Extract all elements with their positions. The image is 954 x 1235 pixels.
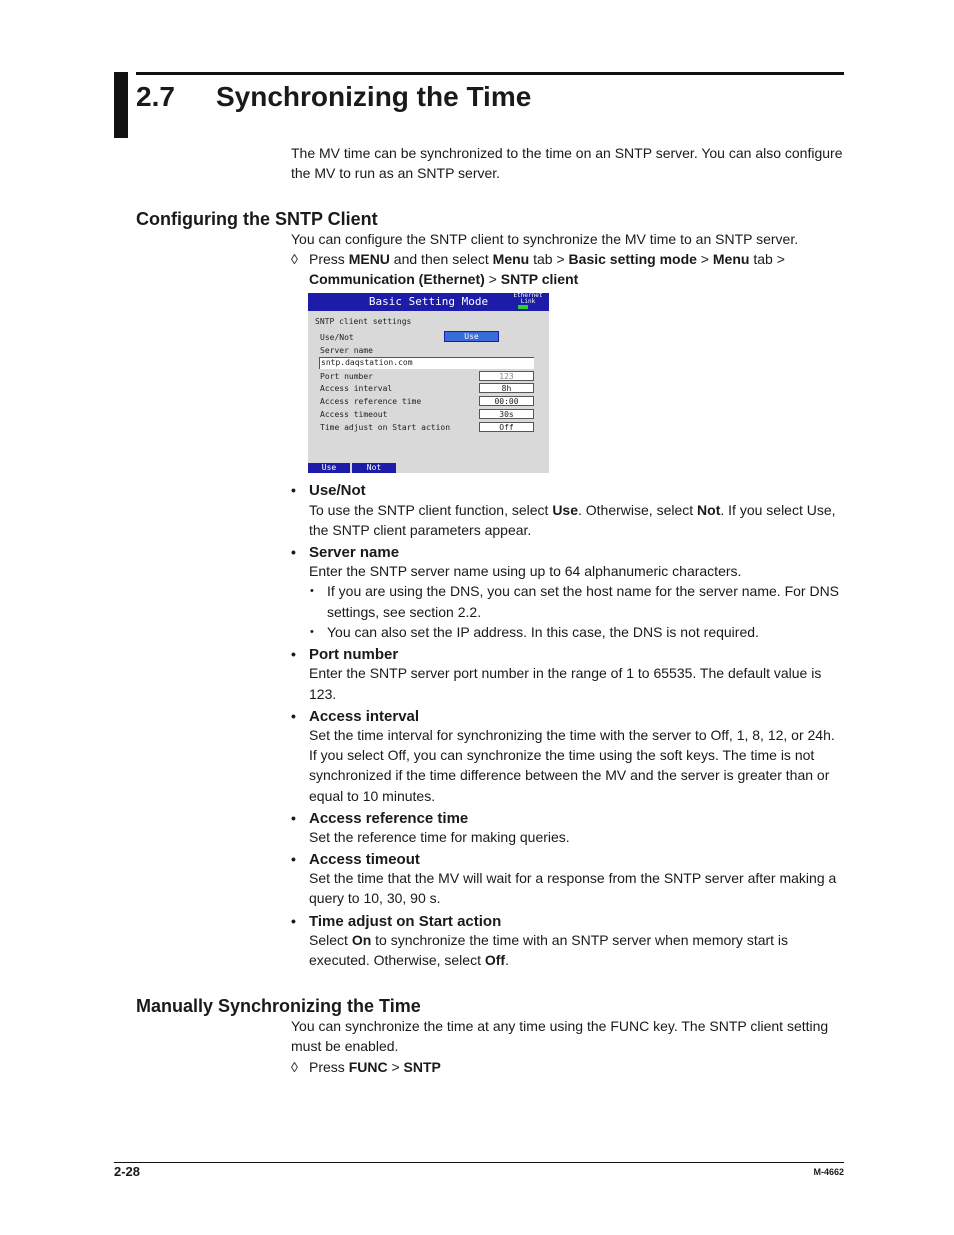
access-timeout-label: Access timeout [320,410,388,419]
off-term: Off [484,952,506,968]
item-server-name-sub-2: You can also set the IP address. In this case, the DNS is not required. [327,624,759,640]
text: . [505,952,509,968]
access-reference-time-label: Access reference time [320,397,422,406]
use-not-value: Use [464,332,479,341]
item-use-not-line-1 [309,500,836,520]
screen-title: Basic Setting Mode [368,295,489,308]
step-text: > [696,251,713,267]
not-term: Not [697,502,721,518]
time-adjust-field[interactable]: Off [479,422,534,432]
footer-rule [114,1162,844,1163]
sntp-key: SNTP [403,1059,441,1075]
screen-group-title: SNTP client settings [315,317,412,326]
bullet: • [291,646,296,662]
item-use-not-line-2: the SNTP client parameters appear. [309,522,532,538]
sntp-client-desc: You can configure the SNTP client to synchronize the MV time to an SNTP server. [291,231,799,247]
item-port-number-line-1: Enter the SNTP server port number in the range of 1 to 65535. The default value is [309,665,822,681]
text: > [387,1059,404,1075]
item-time-adjust-title: Time adjust on Start action [309,913,502,930]
step-text: tab > [529,251,569,267]
item-access-reference-time-line-1: Set the reference time for making queries. [309,829,570,845]
item-access-interval-title: Access interval [309,708,420,725]
softkey-not-button[interactable]: Not [352,463,396,473]
step-text: and then select [389,251,493,267]
manual-sync-line-1: You can synchronize the time at any time using the FUNC key. The SNTP client setting [291,1018,829,1034]
bullet: • [291,708,296,724]
step-text: tab > [749,251,785,267]
step-sntp-client: SNTP client [500,271,579,287]
access-interval-label: Access interval [320,384,393,393]
step-tab-menu-2: Menu [712,251,750,267]
on-term: On [351,932,372,948]
text: . Otherwise, select [578,502,698,518]
port-number-field[interactable]: 123 [479,371,534,381]
bullet: • [291,544,296,560]
section-number: 2.7 [136,81,175,112]
bullet: • [291,810,296,826]
access-interval-field[interactable]: 8h [479,383,534,393]
intro-line-1: The MV time can be synchronized to the time on an SNTP server. You can also configure [291,145,843,161]
intro-line-2: the MV to run as an SNTP server. [291,165,501,181]
bullet: • [291,851,296,867]
server-name-value: sntp.daqstation.com [321,358,413,367]
item-use-not-title: Use/Not [309,482,366,499]
step-instruction-line-2 [309,269,578,289]
use-not-label: Use/Not [320,333,354,342]
item-server-name-sub-1b: settings, see section 2.2. [327,604,482,620]
step-text: > [484,271,501,287]
item-access-interval-line-4: equal to 10 minutes. [309,788,436,804]
step-tab-menu: Menu [492,251,530,267]
item-time-adjust-line-2 [309,950,509,970]
item-port-number-title: Port number [309,646,399,663]
item-access-interval-line-1: Set the time interval for synchronizing the time with the server to Off, 1, 8, 12, or 24h. [309,727,835,743]
use-not-selector[interactable] [444,331,499,342]
step-marker: ◊ [291,1059,298,1075]
text: to synchronize the time with an SNTP server when memory start is [371,932,789,948]
step-marker: ◊ [291,251,298,267]
sntp-client-heading: Configuring the SNTP Client [136,209,378,229]
step-basic-setting-mode: Basic setting mode [568,251,697,267]
sub-bullet: • [310,626,314,638]
step-key-menu: MENU [348,251,390,267]
step-communication-ethernet: Communication (Ethernet) [309,271,485,287]
item-access-timeout-line-2: query to 10, 30, 90 s. [309,890,441,906]
text: executed. Otherwise, select [309,952,485,968]
func-key: FUNC [348,1059,388,1075]
server-name-field[interactable] [319,357,534,369]
item-server-name-title: Server name [309,544,400,561]
item-access-interval-line-3: synchronized if the time difference between the MV and the server is greater than or [309,767,830,783]
step-text: Press [309,251,349,267]
manual-sync-line-2: must be enabled. [291,1038,399,1054]
step-instruction-line-1 [309,249,785,269]
ethernet-link-label: Ethernet Link [513,292,543,305]
item-server-name-sub-1a: If you are using the DNS, you can set the host name for the server name. For DNS [327,583,840,599]
manual-sync-heading: Manually Synchronizing the Time [136,996,421,1016]
bullet: • [291,913,296,929]
manual-sync-step [309,1057,441,1077]
ethernet-link-led-icon [518,305,528,309]
document-code: M-4662 [813,1167,844,1177]
text: To use the SNTP client function, select [309,502,553,518]
sub-bullet: • [310,585,314,597]
item-server-name-line-1: Enter the SNTP server name using up to 64 alphanumeric characters. [309,563,742,579]
port-number-label: Port number [320,372,373,381]
access-reference-time-field[interactable]: 00:00 [479,396,534,406]
use-term: Use [552,502,578,518]
bullet: • [291,482,296,498]
item-port-number-line-2: 123. [309,686,337,702]
text: . If you select Use, [720,502,836,518]
page-number: 2-28 [114,1164,141,1179]
item-access-timeout-line-1: Set the time that the MV will wait for a response from the SNTP server after making a [309,870,837,886]
item-access-interval-line-2: If you select Off, you can synchronize the time using the soft keys. The time is not [309,747,815,763]
access-timeout-field[interactable]: 30s [479,409,534,419]
softkey-use-button[interactable]: Use [308,463,350,473]
time-adjust-label: Time adjust on Start action [320,423,451,432]
text: Select [309,932,352,948]
heading-rule [136,72,844,75]
item-access-timeout-title: Access timeout [309,851,420,868]
text: Press [309,1059,349,1075]
section-marker-bar [114,72,128,138]
server-name-label: Server name [320,346,373,355]
settings-screen [308,293,549,473]
item-time-adjust-line-1 [309,930,788,950]
section-title: Synchronizing the Time [216,81,532,112]
item-access-reference-time-title: Access reference time [309,810,469,827]
